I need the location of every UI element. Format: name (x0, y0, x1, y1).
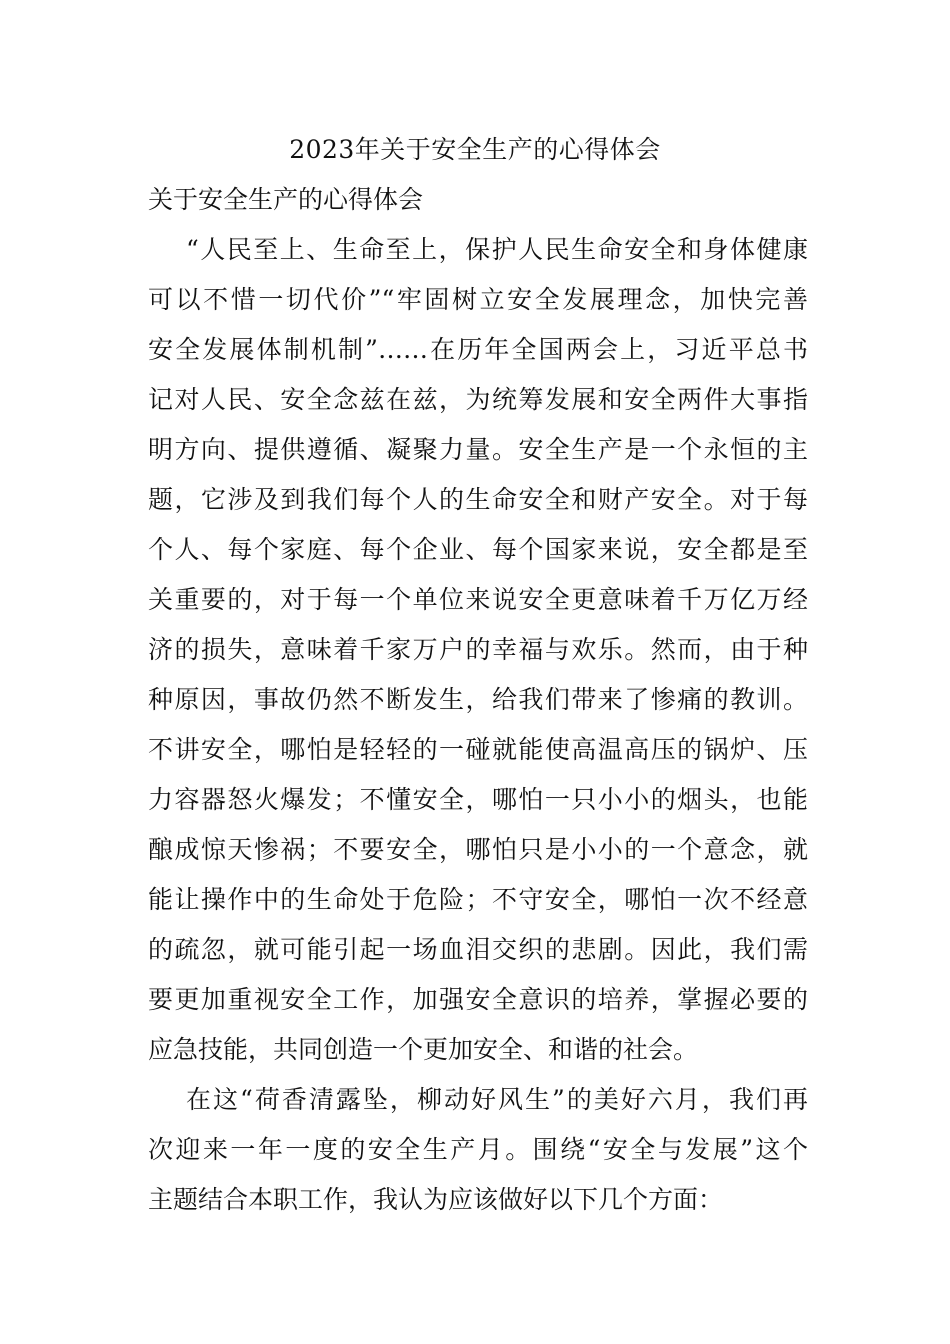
paragraph-line: 可以不惜一切代价”“牢固树立安全发展理念，加快完善 (148, 285, 808, 314)
document-subtitle: 关于安全生产的心得体会 (148, 185, 424, 214)
paragraph-line: 安全发展体制机制”……在历年全国两会上，习近平总书 (148, 335, 808, 364)
paragraph-line: 要更加重视安全工作，加强安全意识的培养，掌握必要的 (148, 985, 808, 1014)
document-title: 2023年关于安全生产的心得体会 (289, 135, 661, 164)
paragraph-line: 明方向、提供遵循、凝聚力量。安全生产是一个永恒的主 (148, 435, 808, 464)
paragraph-line: 主题结合本职工作，我认为应该做好以下几个方面： (148, 1185, 724, 1214)
paragraph-line: 应急技能，共同创造一个更加安全、和谐的社会。 (148, 1035, 699, 1064)
paragraph-line: 力容器怒火爆发；不懂安全，哪怕一只小小的烟头，也能 (148, 785, 808, 814)
paragraph-line: 题，它涉及到我们每个人的生命安全和财产安全。对于每 (148, 485, 808, 514)
paragraph-line: 的疏忽，就可能引起一场血泪交织的悲剧。因此，我们需 (148, 935, 808, 964)
paragraph-line: 能让操作中的生命处于危险；不守安全，哪怕一次不经意 (148, 885, 808, 914)
paragraph-line: 不讲安全，哪怕是轻轻的一碰就能使高温高压的锅炉、压 (148, 735, 808, 764)
paragraph-line: 酿成惊天惨祸；不要安全，哪怕只是小小的一个意念，就 (148, 835, 808, 864)
paragraph-line: 次迎来一年一度的安全生产月。围绕“安全与发展”这个 (148, 1135, 808, 1164)
paragraph-line: 种原因，事故仍然不断发生，给我们带来了惨痛的教训。 (148, 685, 808, 714)
paragraph-line: “人民至上、生命至上，保护人民生命安全和身体健康 (186, 235, 808, 264)
paragraph-line: 关重要的，对于每一个单位来说安全更意味着千万亿万经 (148, 585, 808, 614)
paragraph-line: 济的损失，意味着千家万户的幸福与欢乐。然而，由于种 (148, 635, 808, 664)
paragraph-line: 记对人民、安全念兹在兹，为统筹发展和安全两件大事指 (148, 385, 808, 414)
paragraph-line: 在这“荷香清露坠，柳动好风生”的美好六月，我们再 (186, 1085, 808, 1114)
paragraph-line: 个人、每个家庭、每个企业、每个国家来说，安全都是至 (148, 535, 808, 564)
